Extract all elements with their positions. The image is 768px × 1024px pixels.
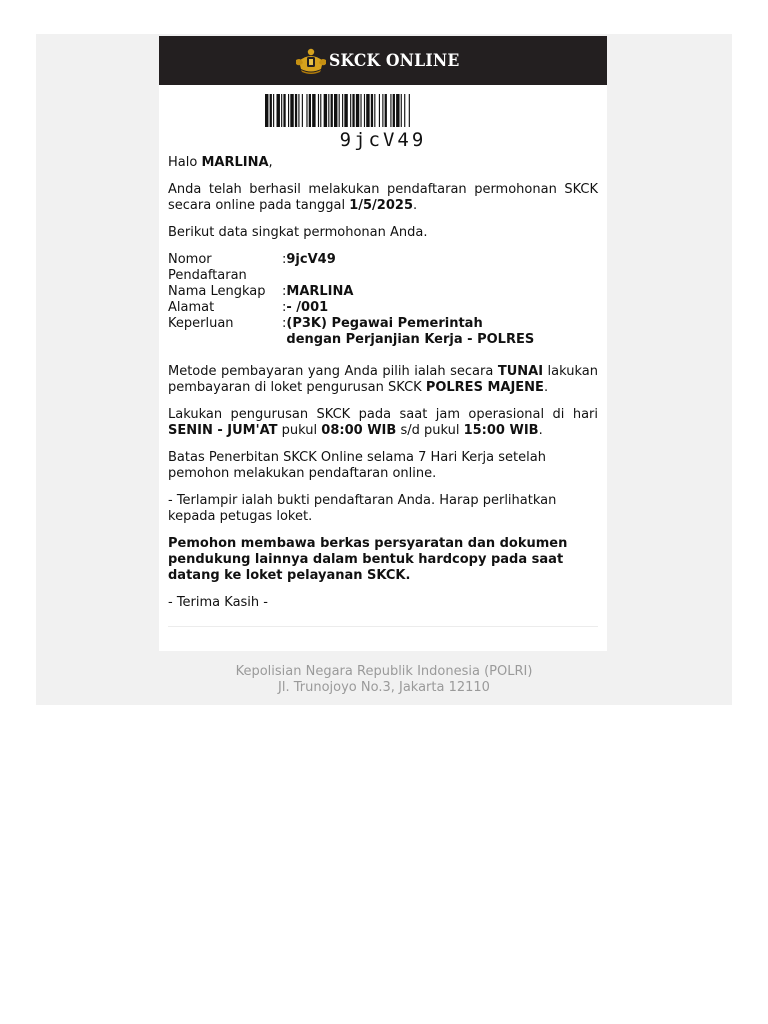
start-time: 08:00 WIB: [321, 423, 397, 438]
full-name: MARLINA: [286, 284, 354, 299]
email-header: [159, 36, 607, 85]
barcode-icon: [265, 94, 501, 127]
barcode-code: 9jcV49: [339, 129, 427, 151]
email-body: [168, 155, 598, 611]
registration-info: [168, 252, 598, 348]
greeting: Halo MARLINA,: [168, 155, 273, 170]
notice-paragraph: Pemohon membawa berkas persyaratan dan dokumen pendukung lainnya dalam bentuk hardcopy pada saat datang ke loket pelayanan SKCK.: [168, 536, 568, 583]
brand-title: SKCK ONLINE: [329, 50, 460, 71]
email-card: [159, 36, 607, 651]
operational-days: SENIN - JUM'AT: [168, 423, 278, 438]
footer-address: Jl. Trunojoyo No.3, Jakarta 12110: [278, 680, 490, 695]
footer-org: Kepolisian Negara Republik Indonesia (POLRI): [235, 664, 533, 679]
email-footer: [36, 664, 732, 696]
closing-text: - Terima Kasih -: [168, 595, 268, 610]
payment-paragraph: Metode pembayaran yang Anda pilih ialah secara TUNAI lakukan pembayaran di loket pengurusan SKCK POLRES MAJENE.: [168, 364, 598, 395]
info-row-name: Nama Lengkap :MARLINA: [168, 284, 354, 299]
attachment-paragraph: - Terlampir ialah bukti pendaftaran Anda. Harap perlihatkan kepada petugas loket.: [168, 493, 557, 524]
info-row-purpose: Keperluan : (P3K) Pegawai Pemerintah dengan Perjanjian Kerja - POLRES: [168, 316, 598, 348]
police-emblem-icon: [295, 47, 327, 75]
divider: [168, 626, 598, 627]
info-label: Keperluan: [168, 316, 234, 331]
hours-paragraph: Lakukan pengurusan SKCK pada saat jam operasional di hari SENIN - JUM'AT pukul 08:00 WIB s/d pukul 15:00 WIB.: [168, 407, 598, 438]
email-background: [36, 34, 732, 705]
intro-paragraph: Anda telah berhasil melakukan pendaftaran permohonan SKCK secara online pada tanggal 1/5/2025.: [168, 182, 598, 213]
registration-date: 1/5/2025: [349, 198, 413, 213]
info-label: Nomor Pendaftaran: [168, 252, 247, 283]
end-time: 15:00 WIB: [463, 423, 539, 438]
purpose-value: (P3K) Pegawai Pemerintah dengan Perjanjian Kerja - POLRES: [286, 316, 535, 347]
brand: [295, 47, 471, 75]
payment-method: TUNAI: [497, 364, 544, 379]
info-label: Nama Lengkap: [168, 284, 266, 299]
summary-heading: Berikut data singkat permohonan Anda.: [168, 225, 428, 240]
registration-number: 9jcV49: [286, 252, 336, 267]
recipient-name: MARLINA: [201, 155, 269, 170]
info-label: Alamat: [168, 300, 215, 315]
info-row-address: Alamat :- /001: [168, 300, 329, 315]
deadline-paragraph: Batas Penerbitan SKCK Online selama 7 Hari Kerja setelah pemohon melakukan pendaftaran online.: [168, 450, 546, 481]
address-value: - /001: [286, 300, 329, 315]
payment-location: POLRES MAJENE: [425, 380, 544, 395]
info-row-registration: Nomor Pendaftaran :9jcV49: [168, 252, 336, 283]
